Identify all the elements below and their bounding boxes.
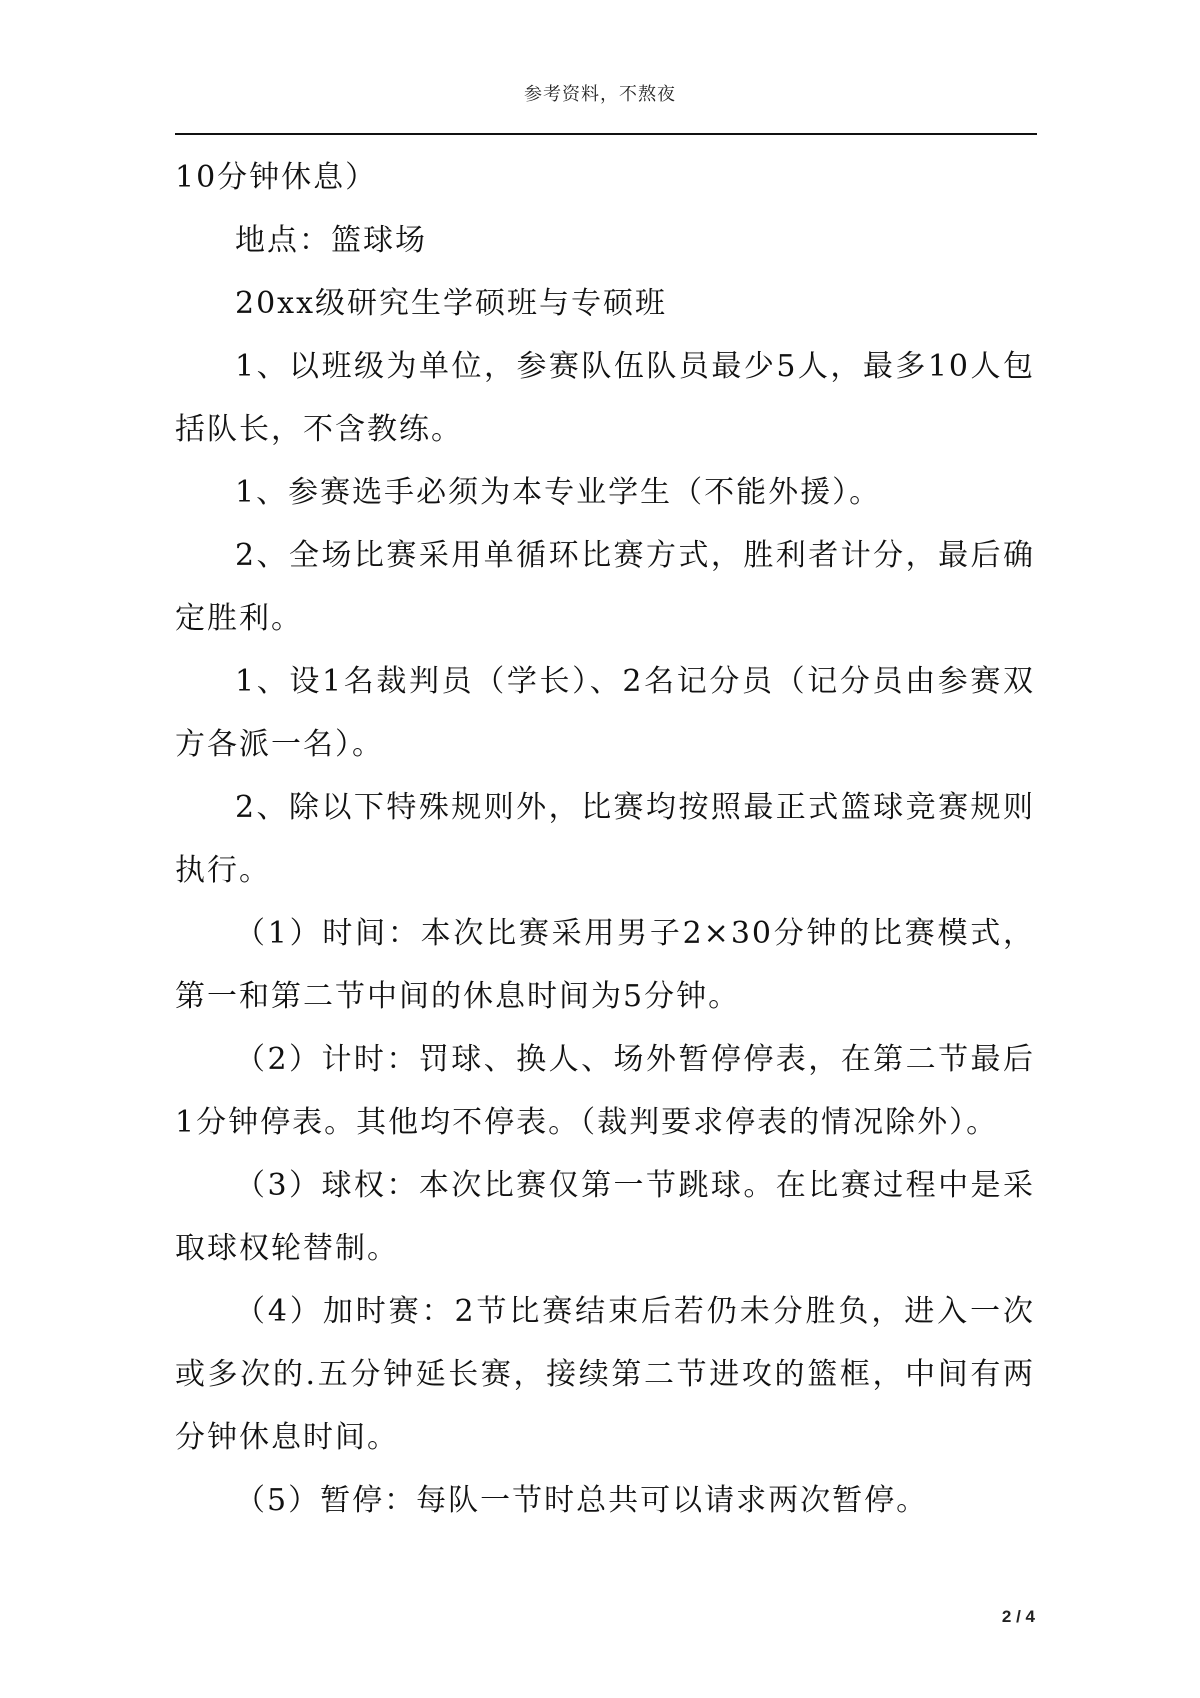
paragraph: 1、设1名裁判员（学长）、2名记分员（记分员由参赛双方各派一名）。 [175,664,1035,762]
paragraph: 1、参赛选手必须为本专业学生（不能外援）。 [235,475,882,510]
header-divider [175,133,1037,135]
page-header: 参考资料，不熬夜 [524,84,676,105]
paragraph: 1、以班级为单位，参赛队伍队员最少5人，最多10人包括队长，不含教练。 [175,349,1035,447]
paragraph: 2、除以下特殊规则外，比赛均按照最正式篮球竞赛规则执行。 [175,790,1035,888]
paragraph: （3）球权：本次比赛仅第一节跳球。在比赛过程中是采取球权轮替制。 [175,1168,1035,1266]
paragraph: （2）计时：罚球、换人、场外暂停停表，在第二节最后1分钟停表。其他均不停表。（裁判要求停表的情况除外）。 [175,1042,1035,1140]
paragraph: （1）时间：本次比赛采用男子2×30分钟的比赛模式，第一和第二节中间的休息时间为5分钟。 [175,916,1035,1014]
paragraph: （4）加时赛：2节比赛结束后若仍未分胜负，进入一次或多次的.五分钟延长赛，接续第二节进攻的篮框，中间有两分钟休息时间。 [175,1294,1035,1455]
page-number: 2 / 4 [1001,1607,1035,1626]
paragraph: 2、全场比赛采用单循环比赛方式，胜利者计分，最后确定胜利。 [175,538,1035,636]
paragraph: 10分钟休息） [175,160,378,195]
paragraph: （5）暂停：每队一节时总共可以请求两次暂停。 [235,1483,929,1518]
paragraph: 地点：篮球场 [235,223,427,258]
paragraph: 20xx级研究生学硕班与专硕班 [235,286,668,321]
document-body [175,146,1035,1532]
